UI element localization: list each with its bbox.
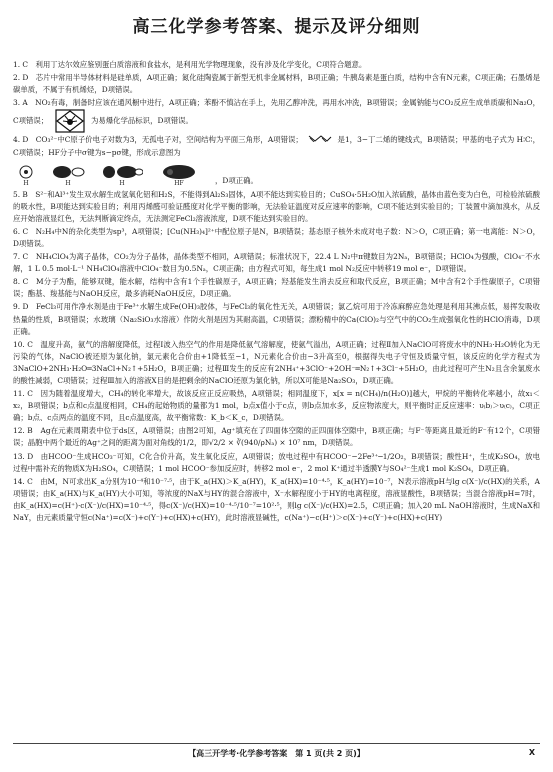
orbital-h-label: H bbox=[23, 179, 29, 187]
footer-center: 【高三开学考·化学参考答案 第 1 页(共 2 页)】 bbox=[188, 749, 365, 758]
answer-item-4-end: ，D项正确。 bbox=[215, 175, 258, 185]
answer-item-12: 12. B Ag在元素周期表中位于ds区，A项错误；由图2可知，Ag⁺填充在了四面体空隙的正四面体空隙中，B项正确；与F⁻等距离且最近的F⁻有12个，C项错误；晶胞中两个最近的Ag⁺之间的距离为面对角线的1/2，即√2/2 × ∛(940/ρNₐ) × 10⁷ nm，D项错误。 bbox=[13, 426, 540, 448]
answer-item-9: 9. D FeCl₃可用作净水剂是由于Fe³⁺水解生成Fe(OH)₃胶体，与FeCl₃的氧化性无关，A项错误；氯乙烷可用于冷冻麻醉应急处理是利用其沸点低，易挥发吸收热量的性质，B项错误；水玻璃（Na₂SiO₃水溶液）作防火剂是因为其耐高温，C项错误；漂粉精中的Ca(ClO)₂与空气中的CO₂生成强氧化性的HClO消毒，D项正确。 bbox=[13, 302, 540, 336]
answer-item-5: 5. B S²⁻和Al³⁺发生双水解生成氢氧化铝和H₂S，不能得到Al₂S₃固体，A项不能达到实验目的；CuSO₄·5H₂O加入浓硫酸，晶体由蓝色变为白色，可检验浓硫酸的吸水性，B项能达到实验目的；利用丙烯醛可验证醛度对化学平衡的影响，无法验证温度对反应速率的影响，C项不能达到实验目的；丁装置中滴加溴水，从反应开始溶液显红色，无法判断滴定终点，无法测定FeCl₂溶液浓度，D项不能达到实验目的。 bbox=[13, 189, 540, 223]
answer-item-11: 11. C 因为随着温度增大，CH₄的转化率增大，故该反应正反应吸热，A项错误；相同温度下，x[x = n(CH₄)/n(H₂O)]越大，甲烷的平衡转化率越小，故x₁＜x₂，B项错误；b点和c点温度相同，CH₄的起始物质的量都为1 mol，b点x值小于c点，则b点加水多，反应物浓度大，则平衡时正反应速率：υ₍b₎＞υ₍c₎，C项正确；b点、c点两点的温度不同，且c点温度高，故平衡常数：K_b＜K_c，D项错误。 bbox=[13, 389, 540, 423]
answer-item-14: 14. C 由M，N可求出K_a分别为10⁻⁴和10⁻⁷·⁵，由于K_a(HX)＞K_a(HY)，K_a(HX)=10⁻⁴·⁵，K_a(HY)=10⁻⁷，N表示溶液pH与lg c(X⁻)/c(HX)的关系，A项错误；由K_a(HX)与K_a(HY)大小可知，等浓度的NaX与HY的混合溶液中，X⁻水解程度小于HY的电离程度，溶液显酸性，B项错误；当混合溶液pH=7时，由K_a(HX)=c(H⁺)·c(X⁻)/c(HX)=10⁻⁴·⁵，得c(X⁻)/c(HX)=10⁻⁴·⁵/10⁻⁷=10²·⁵，则lg c(X⁻)/c(HX)=2.5，C项正确；加入20 mL NaOH溶液时，生成NaX和NaY，由元素质量守恒c(Na⁺)=c(X⁻)+c(Y⁻)+c(HX)+c(HY)，此时溶液显碱性，c(Na⁺)−c(H⁺)＞c(X⁻)+c(Y⁻)+c(HX)+c(HY) bbox=[13, 476, 540, 523]
orbital-approach-label: H bbox=[119, 179, 125, 187]
orbital-overlap-diagram bbox=[17, 161, 540, 187]
orbital-h bbox=[17, 164, 35, 187]
answer-item-13: 13. D 由HCOO⁻生成HCO₃⁻可知，C化合价升高，发生氧化反应，A项错误；放电过程中有HCOO⁻−2Fe³⁺─1/2O₂，B项错误；酸性H⁺，生成K₂SO₄，放电过程中需补充的物质X为H₂SO₄，C项错误；1 mol HCOO⁻参加反应时，转移2 mol e⁻，2 mol K⁺通过半透膜Y与SO₄²⁻生成1 mol K₂SO₄，D项正确。 bbox=[13, 451, 540, 473]
orbital-f-label: H bbox=[65, 179, 71, 187]
answer-item-6: 6. C N₂H₄中N的杂化类型为sp³，A项错误；[Cu(NH₃)₄]²⁺中配位原子是N，B项错误；基态原子核外未成对电子数：N＞O，C项正确；第一电离能：N＞O，D项错误。 bbox=[13, 226, 540, 248]
answer-item-4-text: 4. D CO₃²⁻中C原子价电子对数为3，无孤电子对，空间结构为平面三角形，A项错误； bbox=[13, 135, 303, 145]
orbital-approach bbox=[101, 164, 143, 187]
answer-item-2: 2. D 芯片中常用半导体材料是硅单质，A项正确；氮化硅陶瓷属于新型无机非金属材料，B项正确；牛胰岛素是蛋白质，结构中含有N元素，C项正确；石墨烯是碳单质，不属于有机烯烃，D项错误。 bbox=[13, 73, 540, 95]
page-title: 高三化学参考答案、提示及评分细则 bbox=[132, 17, 421, 37]
answer-item-1: 1. C 利用丁达尔效应鉴别蛋白质溶液和食盐水，是利用光学物理现象，没有涉及化学变化，C项符合题意。 bbox=[13, 60, 367, 69]
butadiene-skeletal-icon bbox=[308, 134, 332, 146]
answer-item-7: 7. C NH₄ClO₄为离子晶体，CO₂为分子晶体，晶体类型不相同，A项错误；标准状况下，22.4 L N₂中π键数目为2Nₐ，B项错误；HClO₄为强酸，ClO₄⁻不水解，1 L 0.5 mol·L⁻¹ NH₄ClO₄溶液中ClO₄⁻数目为0.5Nₐ，C项正确；由方程式可知，每生成1 mol N₂反应中转移19 mol e⁻，D项错误。 bbox=[13, 252, 540, 274]
answer-item-4-text-2: 是1，3−丁二烯的键线式，B项错误；甲基的电子式为 H∶C∶，C项错误；HF分子中σ键为s−pσ键，形成示意图为 bbox=[13, 135, 540, 157]
orbital-f bbox=[51, 164, 85, 187]
footer-rule bbox=[13, 743, 540, 744]
page-footer bbox=[0, 748, 553, 762]
orbital-bonded-label: HF bbox=[174, 179, 184, 187]
footer-right: X bbox=[528, 748, 535, 757]
answer-item-4 bbox=[13, 134, 540, 158]
answer-item-3-tail: 为易爆化学品标识，D项错误。 bbox=[90, 116, 193, 126]
answer-content bbox=[13, 58, 540, 736]
answer-item-3-text: 3. A NO₂有毒，制备时应该在通风橱中进行，A项正确；苯酚不慎沾在手上，先用乙醇冲洗，再用水冲洗，B项错误；金属钠能与CO₂反应生成单质碳和Na₂O，C项错误； bbox=[13, 98, 540, 126]
answer-item-3 bbox=[13, 97, 540, 133]
answer-item-8: 8. C M分子为酯，能够双键，能水解，结构中含有1个手性碳原子，A项正确；羟基能发生消去反应和取代反应，B项正确；M中含有2个手性碳原子，C项错误；酯基、羧基能与NaOH反应，最多消耗NaOH反应，D项正确。 bbox=[13, 277, 540, 299]
answer-item-10: 10. C 温度升高，氨气的溶解度降低，过程Ⅰ波入热空气的作用是降低氨气溶解度，使氨气溢出，A项正确；过程Ⅱ加入NaClO可将废水中的NH₃·H₂O转化为无污染的气体，NaClO被还原为氯化钠，氯元素化合价由+1降低至−1，N元素化合价由−3升高至0，根据得失电子守恒及质量守恒，该反应的化学方程式为3NaClO+2NH₃·H₂O═3NaCl+N₂↑+5H₂O，B项正确；过程Ⅲ发生的反应有2NH₄⁺+3ClO⁻+2OH⁻═N₂↑+3Cl⁻+5H₂O，由此过程可产生N₂且含余氯废水的酸性减弱，C项错误；过程Ⅲ加入的溶液X目的是把剩余的NaClO还原为氯化钠，所以X可能是Na₂SO₃，D项正确。 bbox=[13, 339, 540, 386]
hazard-explosive-icon bbox=[55, 109, 85, 133]
orbital-bonded bbox=[159, 164, 199, 187]
